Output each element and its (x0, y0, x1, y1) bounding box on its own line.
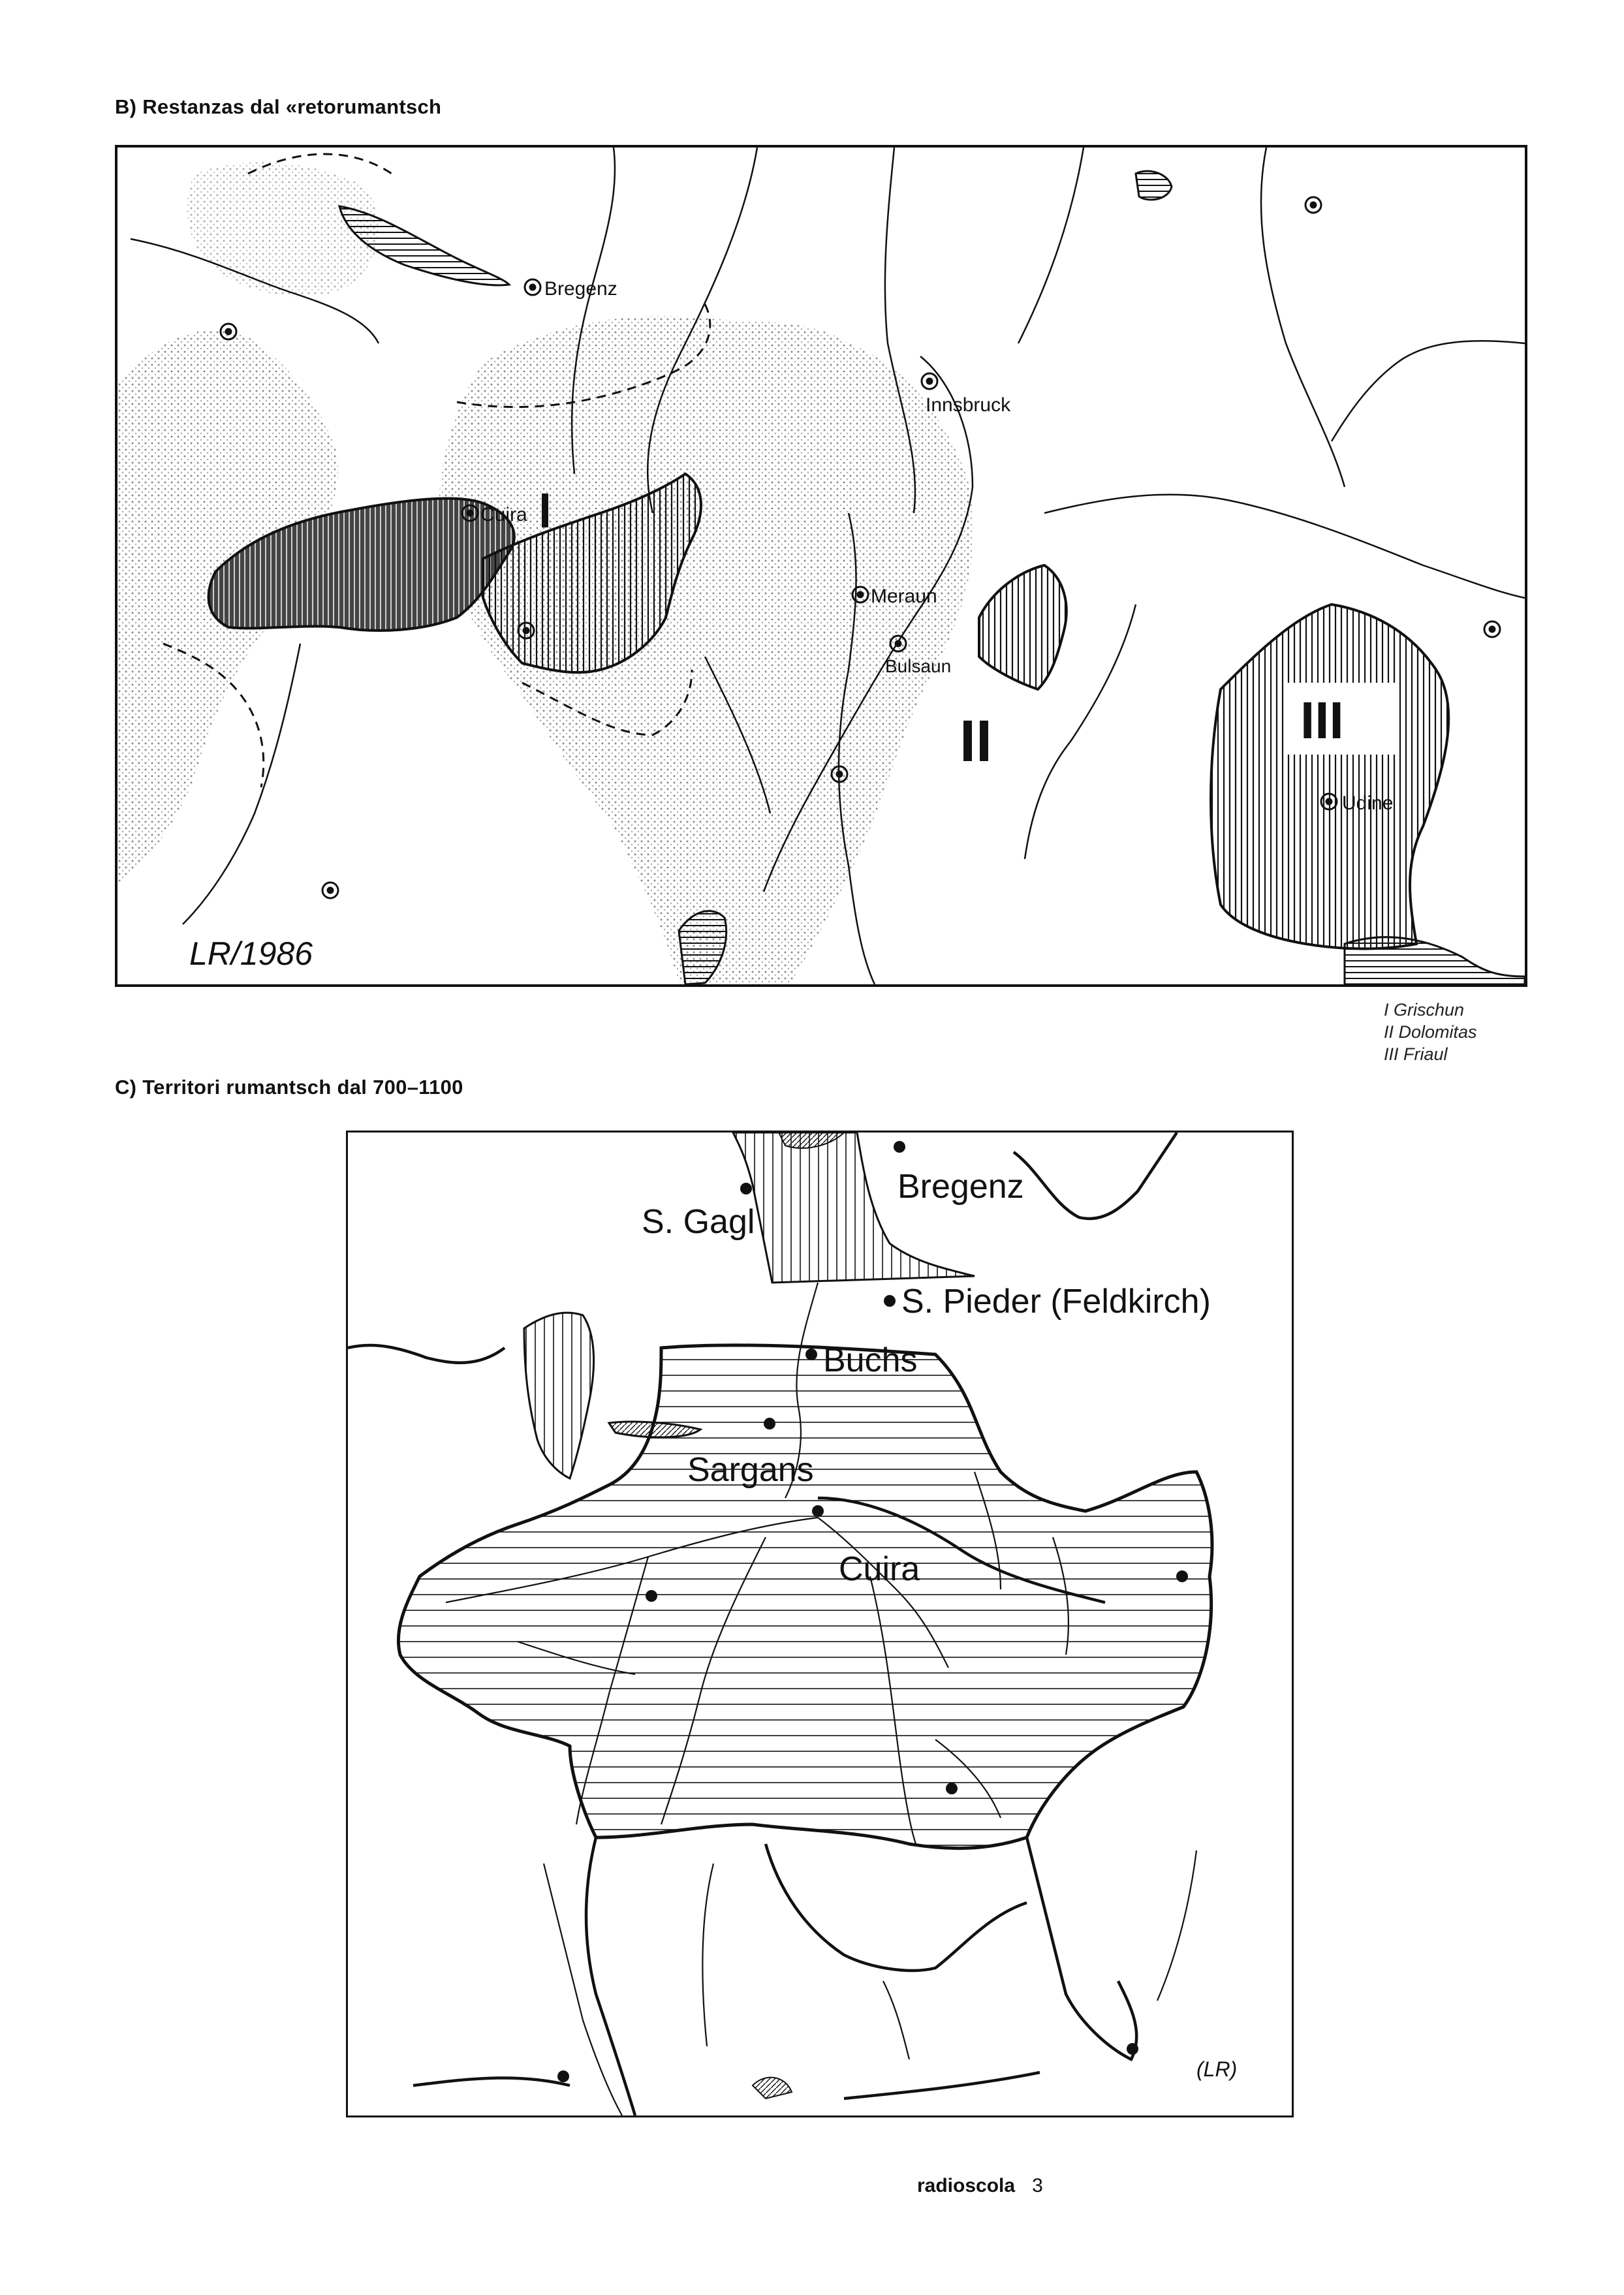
place-label-s-pieder: S. Pieder (Feldkirch) (901, 1283, 1211, 1320)
section-c-heading: C) Territori rumantsch dal 700–1100 (115, 1076, 463, 1099)
romansh-territory-area (398, 1345, 1212, 1849)
map-c-canvas (348, 1132, 1292, 2115)
place-label-cuira: Cuira (839, 1550, 920, 1588)
lake-south-c (753, 2078, 792, 2099)
page-number: 3 (1032, 2175, 1043, 2196)
area-vertical-hatch-north (733, 1132, 975, 1283)
publication-name: radioscola (917, 2175, 1016, 2196)
place-label-bregenz: Bregenz (898, 1168, 1024, 1206)
region-ii-dolomitas-area (979, 565, 1067, 689)
city-label-bregenz: Bregenz (544, 278, 617, 300)
region-iii-friaul-area (1211, 604, 1448, 949)
region-label-iii: III (1300, 691, 1344, 749)
map-c-credit: (LR) (1196, 2057, 1238, 2081)
city-label-bulsaun: Bulsaun (885, 656, 952, 676)
city-label-meraun: Meraun (871, 585, 937, 607)
city-label-udine: Udine (1342, 792, 1394, 814)
city-label-innsbruck: Innsbruck (926, 394, 1011, 416)
map-c-romansh-territory-700-1100 (346, 1131, 1294, 2117)
place-label-sargans: Sargans (687, 1451, 814, 1489)
region-label-i: I (548, 529, 549, 530)
place-label-buchs: Buchs (823, 1341, 918, 1379)
map-b-canvas (117, 148, 1525, 984)
legend-item-friaul: III Friaul (1384, 1044, 1448, 1064)
area-vertical-hatch-west (524, 1313, 594, 1478)
place-label-s-gagl: S. Gagl (642, 1203, 755, 1241)
page-footer (917, 2175, 1043, 2197)
map-b-rhaeto-romance-remnants (115, 145, 1527, 987)
lake-north-east (1136, 171, 1172, 200)
section-b-heading: B) Restanzas dal «retorumantsch (115, 95, 442, 118)
legend-item-grischun: I Grischun (1384, 1000, 1465, 1020)
map-b-credit: LR/1986 (189, 935, 313, 972)
region-legend (1384, 999, 1477, 1065)
region-i-marker (542, 493, 548, 527)
city-label-cuira: Cuira (480, 504, 527, 525)
region-label-ii: II (960, 709, 993, 774)
lagoon-adriatic (1345, 937, 1525, 984)
legend-item-dolomitas: II Dolomitas (1384, 1022, 1477, 1042)
